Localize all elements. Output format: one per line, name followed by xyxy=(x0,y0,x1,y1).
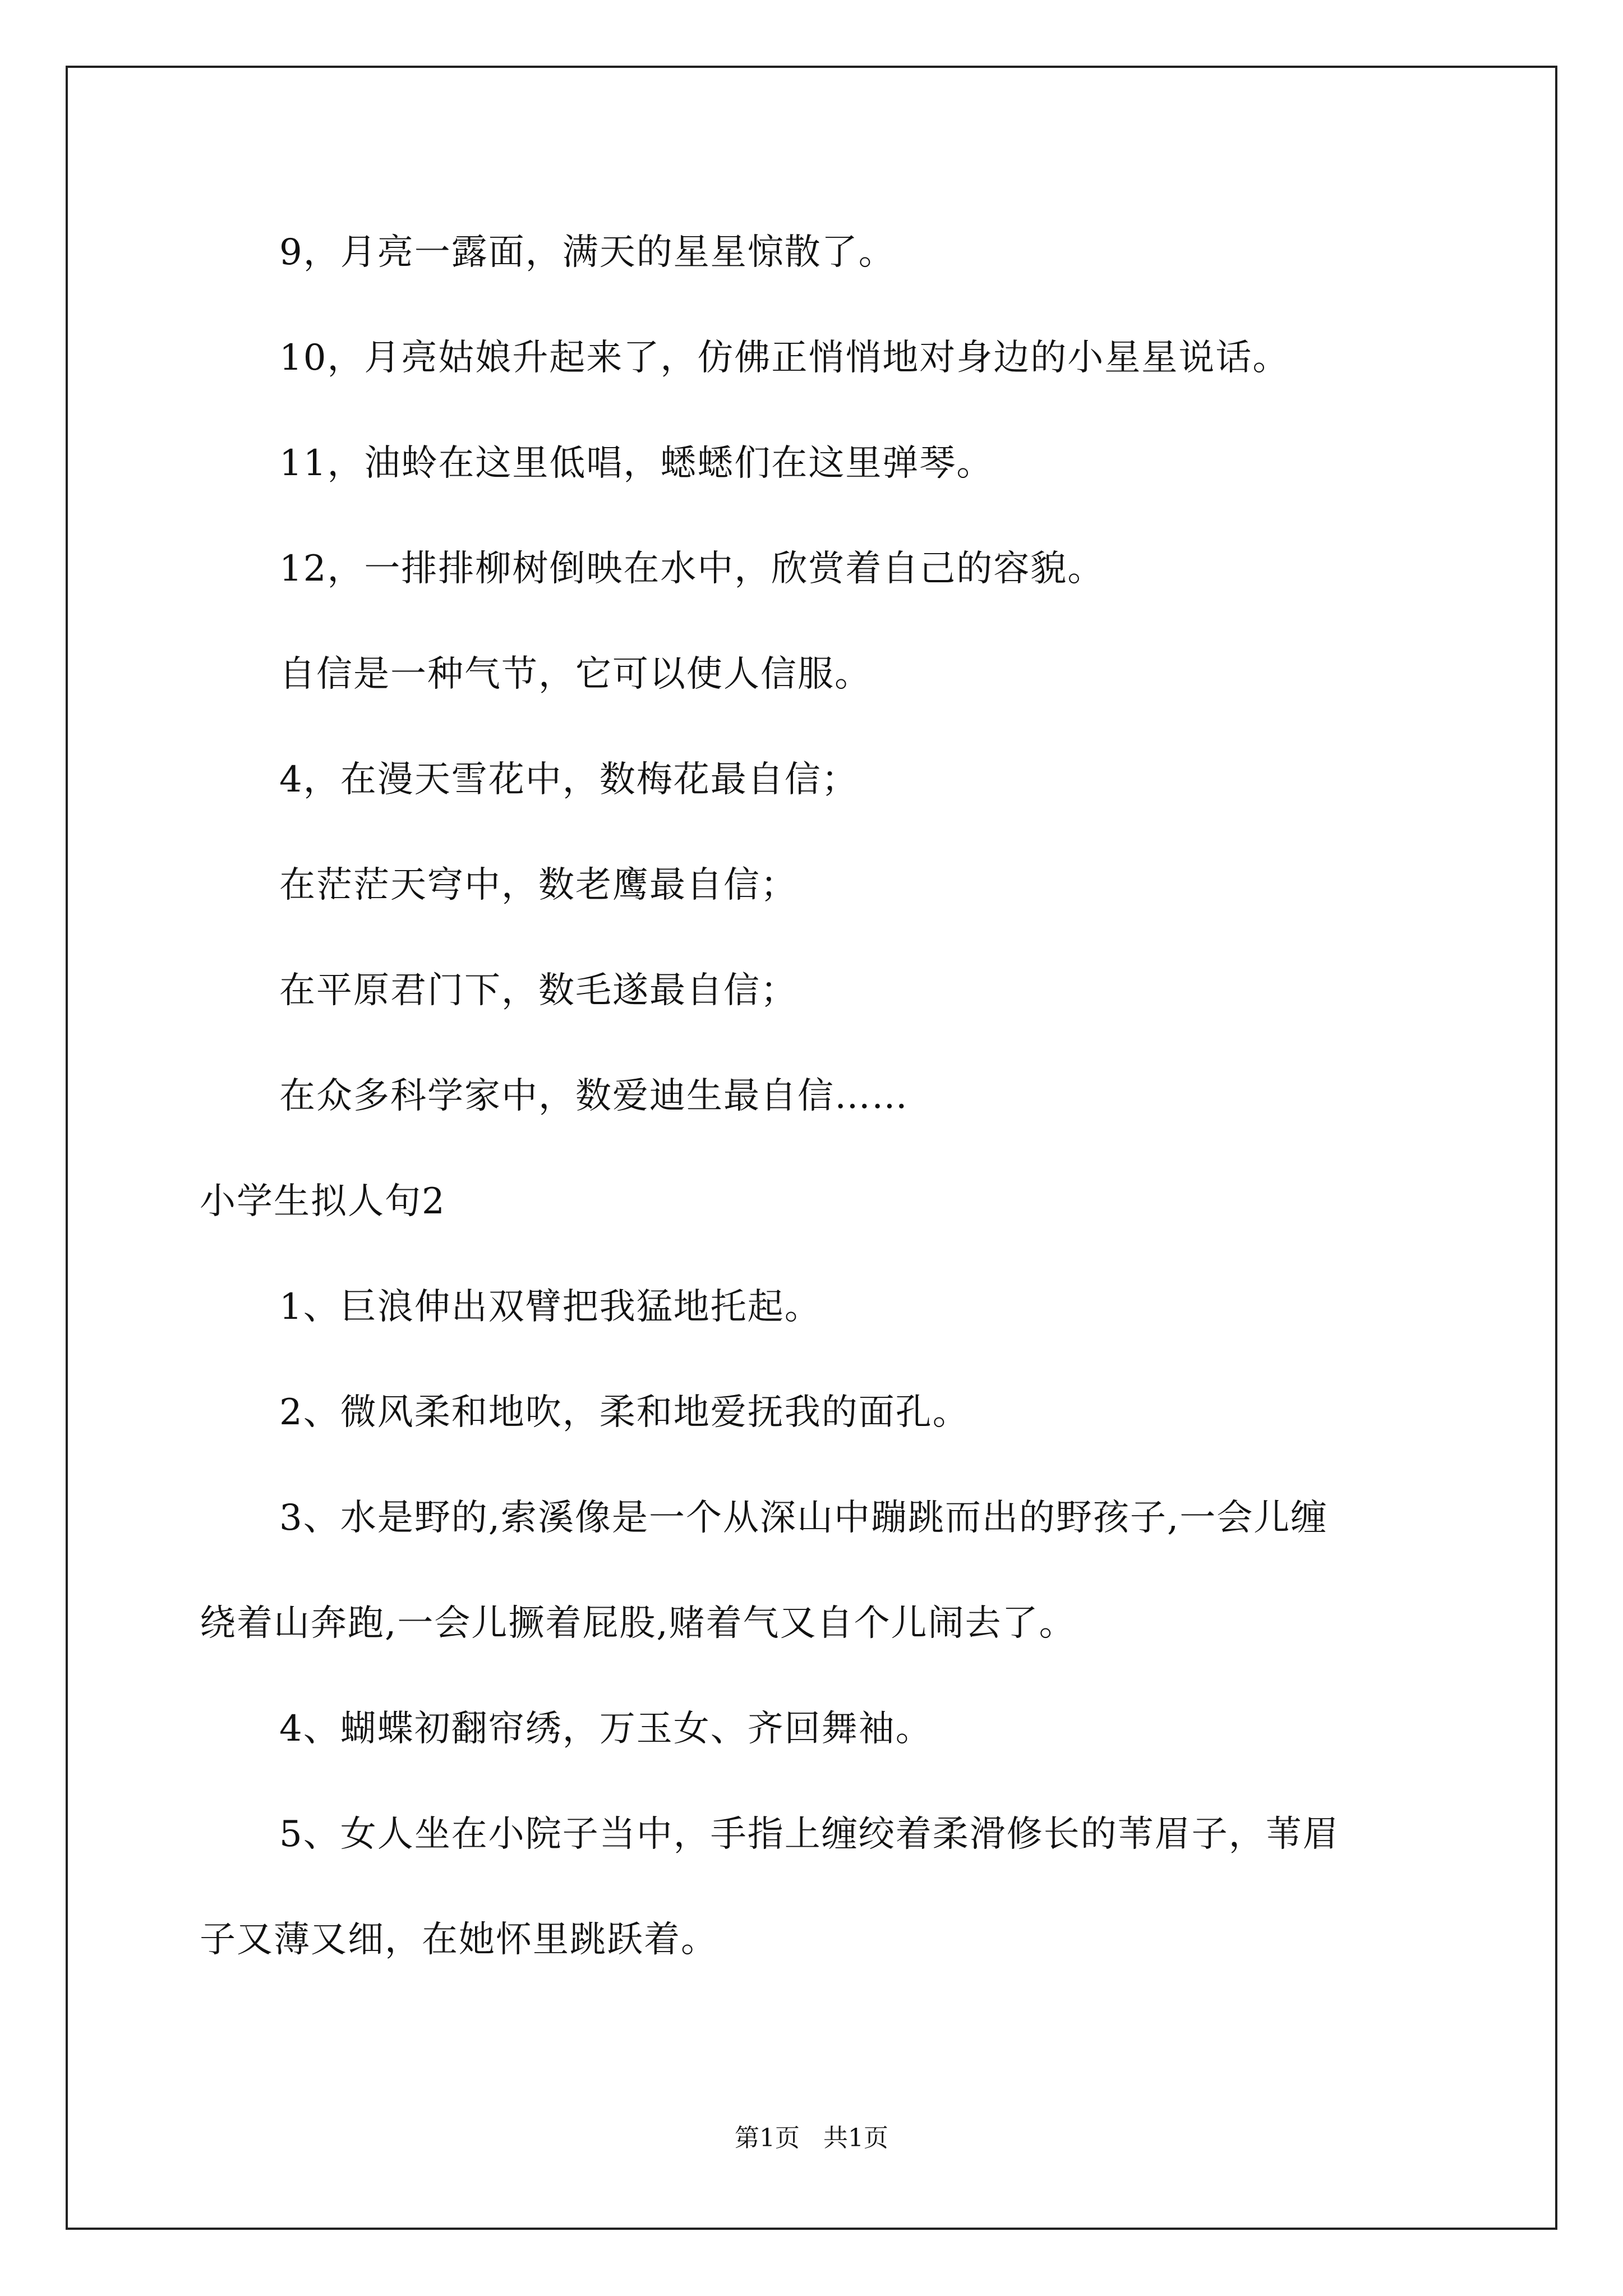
text-line: 4、蝴蝶初翻帘绣，万玉女、齐回舞袖。 xyxy=(279,1708,933,1750)
text-line: 在平原君门下，数毛遂最自信； xyxy=(279,970,797,1011)
text-line: 2、微风柔和地吹，柔和地爱抚我的面孔。 xyxy=(279,1392,970,1433)
text-line: 9，月亮一露面，满天的星星惊散了。 xyxy=(279,232,896,273)
text-line: 12，一排排柳树倒映在水中，欣赏着自己的容貌。 xyxy=(279,548,1105,590)
text-line: 3、水是野的,索溪像是一个从深山中蹦跳而出的野孩子,一会儿缠 xyxy=(279,1497,1328,1539)
page-border xyxy=(66,66,1557,2230)
text-line: 自信是一种气节，它可以使人信服。 xyxy=(279,654,872,695)
page-number-footer: 第1页 共1页 xyxy=(735,2124,888,2152)
text-line-continuation: 子又薄又细，在她怀里跳跃着。 xyxy=(200,1919,718,1961)
text-line: 4，在漫天雪花中，数梅花最自信； xyxy=(279,759,859,800)
section-heading: 小学生拟人句2 xyxy=(200,1181,446,1222)
text-line: 5、女人坐在小院子当中，手指上缠绞着柔滑修长的苇眉子，苇眉 xyxy=(279,1814,1340,1855)
text-line: 10，月亮姑娘升起来了，仿佛正悄悄地对身边的小星星说话。 xyxy=(279,337,1290,379)
text-line: 1、巨浪伸出双臂把我猛地托起。 xyxy=(279,1286,822,1328)
text-line: 在众多科学家中，数爱迪生最自信…… xyxy=(279,1075,909,1117)
text-line: 在茫茫天穹中，数老鹰最自信； xyxy=(279,864,797,906)
text-line-continuation: 绕着山奔跑,一会儿撅着屁股,赌着气又自个儿闹去了。 xyxy=(200,1603,1076,1644)
text-line: 11，油蛉在这里低唱，蟋蟋们在这里弹琴。 xyxy=(279,443,994,484)
